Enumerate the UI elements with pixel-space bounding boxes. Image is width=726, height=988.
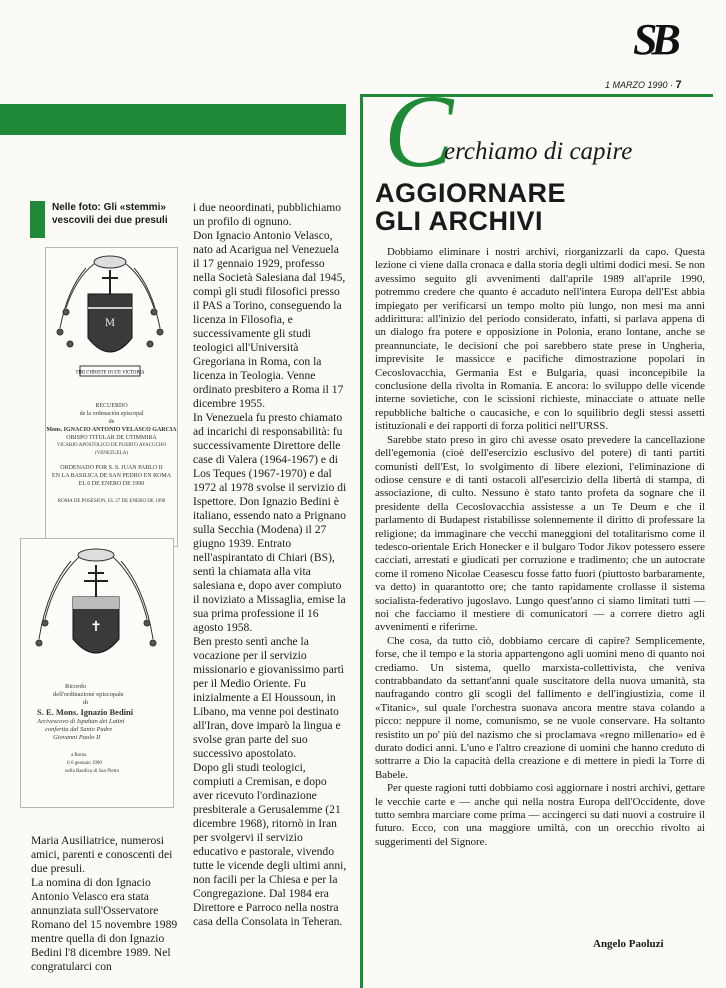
card1-line: ROMA DE POSESION, EL 27 DE ENERO DE 1990 [57,499,166,504]
card2-line: di [83,699,89,706]
paragraph: Dobbiamo eliminare i nostri archivi, riorganizzarli da capo. Questa lezione ci viene dalla cronaca e dalla storia degli ultimi dodici mesi. Se non avessimo seguito gli avvenimenti dall'aprile 1989 all'aprile 1990, potremmo credere che quanto è accaduto nell'intera Europa dell'Est abbia impiegato per verificarsi un tempo molto più lungo, non mesi ma anni addirittura: all'inizio del periodo considerato, infatti, si parlava appena di un dialogo fra potere e opposizione in Polonia, erano lontane, anche se preannunciate, le decisioni che poi sarebbero state prese in Ungheria, imprevisite le massicce e pacifiche dimostrazione popolari in Cecoslovacchia, Germania Est e Bulgaria, quasi inconcepibile la conclusione della rivolta in Romania. E ancora: lo sviluppo delle vicende interne sovietiche, con le scissioni richieste, minacciate o attuate nelle repubbliche baltiche o caucasiche, e con lo squilibrio degli stessi assetti istituzionali e dei rapporti di forza politici nell'URSS. [375,246,705,433]
card1-text [46,398,177,506]
card1-line: VICARIO APOSTOLICO DE PUERTO AYACUCHO (VENEZUELA) [56,443,167,456]
paragraph: Sarebbe stato preso in giro chi avesse osato prevedere la cancellazione dell'egemonia (cioè dell'esercizio esclusivo del potere) di tanti partiti comunisti dell'Est, lo svolgimento di libere elezioni, l'eliminazione di odiose censure e di tanti ostacoli all'esercizio della libertà di stampa, di associazione, di culto. Nessuno è stato tanto profeta da sognare che il presidente della Cecoslovacchia assistesse a un Te Deum e che il parlamento di Budapest ristabilisse solennemente il diritto di professare la religione; da immaginare che vecchi maneggioni del totalitarismo come il tedesco-orientale Erich Honecker e il bulgaro Todor Jikov potessero essere cacciati, arrestati e giudicati per corruzione e tradimento; che un autocrate come il romeno Nicolae Ceasescu fosse fatto fuori (piuttosto barbaramente, va detto) in quarantotto ore; che tanto rapidamente crollasse il sistema socialista-federativo jugoslavo. Lungo quest'anno ci siamo limitati tutti — noi che facciamo il mestiere di comunicatori — a correre dietro agli avvenimenti e riferirne. [375,433,705,634]
card1-line: de la ordenación episcopal [79,411,144,417]
svg-text:✝: ✝ [90,619,102,635]
card2-line: nella Basilica di San Pietro [65,769,120,774]
card1-line: EL 6 DE ENERO DE 1990 [78,481,145,487]
paragraph: Don Ignacio Antonio Velasco, nato ad Acarigua nel Venezuela il 17 gennaio 1929, professo nella Società Salesiana dal 1945, compì gli studi filosofici presso il PAS a Torino, conseguendo la licenza in Filosofia, e successivamente gli studi teologici all'Università Gregoriana in Roma, con la licenza in Teologia. Venne ordinato presbitero a Roma il 17 dicembre 1955. [193,229,346,410]
ordination-card-bedini [20,538,174,808]
card1-line: OBISPO TITULAR DE UTIMMIRA [66,435,157,441]
page-number: 7 [675,79,682,91]
cross-icon [102,270,118,296]
magazine-logo: SB [633,15,675,64]
ordination-card-velasco [45,247,178,547]
svg-text:M: M [104,318,116,329]
paragraph: Ben presto sentì anche la vocazione per il servizio missionario e giovanissimo partì per il Medio Oriente. Fu inizialmente a El Houssoun, in Libano, ma venne poi destinato all'Iran, dove imparò la lingua e svolse gran parte del suo successivo apostolato. [193,635,345,760]
paragraph: Dopo gli studi teologici, compiuti a Cremisan, e dopo aver ricevuto l'ordinazione presbiterale a Gerusalemme (21 dicembre 1968), ritornò in Iran per svolgervi il servizio educativo e pastorale, vivendo tutte le vicende degli ultimi anni, non facili per la Chiesa e per la Congregazione. Dal 1984 era Direttore e Parroco nella nostra casa della Consolata in Teheran. [193,761,347,928]
paragraph: La nomina di don Ignacio Antonio Velasco era stata annunziata sull'Osservatore Romano del 15 novembre 1989 mentre quella di don Ignazio Bedini l'8 dicembre 1989. Nel congratularci con [31,876,178,973]
green-banner [0,104,346,135]
section-initial: C [384,74,454,189]
coat-of-arms-image [46,248,175,398]
card2-line: Giovanni Paolo II [53,734,101,741]
paragraph: In Venezuela fu presto chiamato ad incarichi di responsabilità: fu successivamente Direttore delle case di Valera (1964-1967) e di Los Teques (1967-1970) e dal 1972 al 1978 svolse il servizio di Ispettore. Don Ignazio Bedini è italiano, essendo nato a Prignano sulla Secchia (Modena) il 27 giugno 1939. Entrato nell'aspirantato di Chiari (BS), sentì la chiamata alla vita salesiana e, dopo aver compiuto il noviziato a Missaglia, emise la sua prima professione il 16 agosto 1958. [193,411,347,634]
card1-line: Mons. IGNACIO ANTONIO VELASCO GARCIA [46,427,177,433]
paragraph: Che cosa, da tutto ciò, dobbiamo cercare di capire? Semplicemente, forse, che il tempo e la storia appartengono agli uomini meno di quanto noi crediamo. Un sistema, quello marxista-collettivista, che veniva contrabbandato da settant'anni quale suscitatore della nuova umanità, sta naufragando contro gli scogli del fallimento e dell'ingiustizia, come il «Titanic», sul quale l'orchestra suonava ancora mentre stava colando a picco: neppure il nome, comunismo, se ne vuole conservare. Ha soltanto resistito un po' più del nazismo che si proclamava «regno millenario» ed è durato dodici anni. L'uno e l'altro creazione di uomini che hanno creduto di sottrarre a Dio la capacità della creazione e di mettere in piedi la Torre di Babele. [375,634,705,781]
caption-marker [30,201,45,238]
card2-line: a Roma [71,753,87,758]
card2-text [21,679,173,776]
middle-column [193,201,348,929]
author-name: Angelo Paoluzi [593,938,664,950]
coat-of-arms-image [21,539,171,679]
card2-line: Ricordo [65,683,86,690]
section-title: erchiamo di capire [444,138,633,165]
photo-caption: Nelle foto: Gli «stemmi» vescovili dei due presuli [52,202,168,226]
card1-line: EN LA BASILICA DE SAN PEDRO EN ROMA [51,473,172,479]
card2-line: dell'ordinazione episcopale [53,691,124,698]
double-cross-icon [84,565,108,597]
paragraph: i due neoordinati, pubblichiamo un profilo di ognuno. [193,201,342,228]
card2-line: conferita dal Santo Padre [45,726,113,733]
paragraph: Maria Ausiliatrice, numerosi amici, parenti e conoscenti dei due presuli. [31,834,173,875]
card1-motto: TIBI CHRISTE DUCE VICTORIA [75,369,145,375]
article-body [375,246,705,849]
left-column [31,834,191,974]
card1-line: ORDENADO POR S. S. JUAN PABLO II [60,465,163,471]
card2-line: Arcivescovo di Ispahan dei Latini [37,718,125,725]
issue-date: 1 MARZO 1990 · 7 [605,79,682,91]
card1-line: de [108,419,115,425]
card2-line: il 6 gennaio 1990 [67,761,102,766]
card2-line: S. E. Mons. Ignazio Bedini [37,707,134,717]
date-text: 1 MARZO 1990 [605,80,668,90]
headline-line-1: AGGIORNARE [375,178,567,208]
headline-line-2: GLI ARCHIVI [375,206,544,236]
article-headline [375,179,566,235]
paragraph: Per queste ragioni tutti dobbiamo così aggiornare i nostri archivi, gettare le vecchie carte e — anche qui nella nostra Europa dell'Occidente, dove tutto sembra marciare come prima — accingerci su dati nuovi a costruire il futuro. Ecco, con una maggiore umiltà, con un orecchio rivolto ai suggerimenti del Signore. [375,782,705,848]
card1-line: RECUERDO [95,403,128,409]
